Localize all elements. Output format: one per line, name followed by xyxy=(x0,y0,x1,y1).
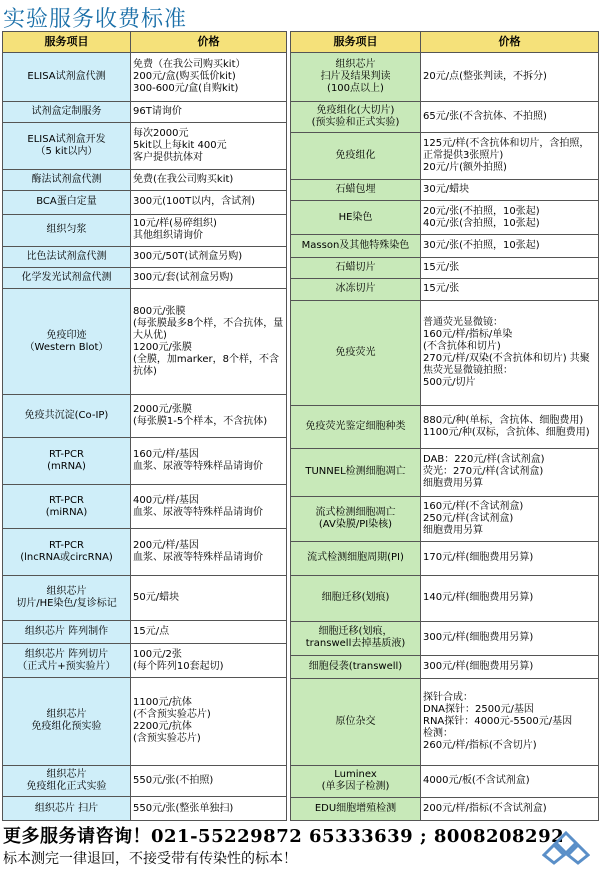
price-cell: 免费(在我公司购买kit) xyxy=(131,169,287,190)
service-cell: RT-PCR (mRNA) xyxy=(3,437,131,484)
service-cell: 比色法试剂盒代测 xyxy=(3,246,131,267)
table-row xyxy=(291,53,599,102)
price-cell: 20元/张(不拍照，10张起) 40元/张(含拍照，10张起) xyxy=(421,201,599,235)
table-row xyxy=(291,448,599,497)
service-cell: Masson及其他特殊染色 xyxy=(291,234,421,257)
price-cell: 30元/蜡块 xyxy=(421,179,599,200)
table-row xyxy=(291,797,599,820)
table-row xyxy=(291,234,599,257)
table-row xyxy=(3,123,287,170)
table-row xyxy=(3,620,287,643)
page-title: 实验服务收费标准 xyxy=(3,7,188,32)
service-cell: 组织芯片 扫片及结果判读 (100点以上) xyxy=(291,53,421,102)
price-cell: 15元/张 xyxy=(421,279,599,300)
table-row xyxy=(3,101,287,122)
service-cell: 免疫荧光鉴定细胞种类 xyxy=(291,406,421,448)
notice-line: 标本测完一律退回，不接受带有传染性的标本！ xyxy=(3,851,297,867)
table-row xyxy=(291,765,599,797)
service-cell: 组织芯片 阵列切片 （正式片+预实验片） xyxy=(3,644,131,678)
service-cell: 组织芯片 切片/HE染色/复诊标记 xyxy=(3,576,131,621)
header-service: 服务项目 xyxy=(291,32,421,53)
right-price-table xyxy=(290,31,599,821)
price-cell: DAB：220元/样(含试剂盒) 荧光：270元/样(含试剂盒) 细胞费用另算 xyxy=(421,448,599,497)
table-row xyxy=(291,679,599,766)
price-cell: 170元/样(细胞费用另算) xyxy=(421,541,599,575)
price-cell: 160元/样(不含试剂盒) 250元/样(含试剂盒) 细胞费用另算 xyxy=(421,497,599,541)
table-row xyxy=(291,133,599,180)
service-cell: 免疫共沉淀(Co-IP) xyxy=(3,395,131,438)
price-cell: 96T请询价 xyxy=(131,101,287,122)
table-row xyxy=(291,622,599,656)
price-cell: 每次2000元 5kit以上每kit 400元 客户提供抗体对 xyxy=(131,123,287,170)
price-cell: 探针合成： DNA探针：2500元/基因 RNA探针：4000元-5500元/基因 检测： 260元/样/指标(不含切片) xyxy=(421,679,599,766)
table-row xyxy=(3,267,287,288)
service-cell: 组织芯片 阵列制作 xyxy=(3,620,131,643)
service-cell: 原位杂交 xyxy=(291,679,421,766)
table-header-row xyxy=(291,32,599,53)
price-cell: 300元/样(细胞费用另算) xyxy=(421,655,599,678)
price-cell: 65元/张(不含抗体、不拍照) xyxy=(421,101,599,133)
price-cell: 300元/50T(试剂盒另购) xyxy=(131,246,287,267)
service-cell: 免疫印迹 （Western Blot） xyxy=(3,289,131,395)
service-cell: Luminex (单多因子检测) xyxy=(291,765,421,797)
service-cell: 组织芯片 扫片 xyxy=(3,797,131,821)
table-row xyxy=(291,575,599,622)
table-row xyxy=(291,497,599,541)
diamond-logo-icon xyxy=(542,829,590,865)
service-cell: 化学发光试剂盒代测 xyxy=(3,267,131,288)
price-cell: 15元/张 xyxy=(421,258,599,279)
price-cell: 300元/套(试剂盒另购) xyxy=(131,267,287,288)
service-cell: 试剂盒定制服务 xyxy=(3,101,131,122)
price-cell: 1100元/抗体 (不含预实验芯片) 2200元/抗体 (含预实验芯片) xyxy=(131,678,287,765)
service-cell: BCA蛋白定量 xyxy=(3,191,131,214)
header-service: 服务项目 xyxy=(3,32,131,53)
service-cell: 细胞迁移(划痕) xyxy=(291,575,421,622)
header-price: 价格 xyxy=(421,32,599,53)
price-tables xyxy=(2,31,598,821)
service-cell: 流式检测细胞周期(PI) xyxy=(291,541,421,575)
table-row xyxy=(291,279,599,300)
service-cell: 流式检测细胞凋亡 (AV染膜/PI染核) xyxy=(291,497,421,541)
price-cell: 550元/张(不拍照) xyxy=(131,765,287,797)
price-cell: 15元/点 xyxy=(131,620,287,643)
price-cell: 300元(100T以内，含试剂) xyxy=(131,191,287,214)
price-cell: 100元/2张 (每个阵列10套起切) xyxy=(131,644,287,678)
service-cell: EDU细胞增殖检测 xyxy=(291,797,421,820)
table-row xyxy=(291,541,599,575)
table-row xyxy=(291,406,599,448)
table-row xyxy=(291,258,599,279)
price-cell: 880元/种(单标，含抗体、细胞费用) 1100元/种(双标，含抗体、细胞费用) xyxy=(421,406,599,448)
table-row xyxy=(3,289,287,395)
price-cell: 免费（在我公司购买kit） 200元/盒(购买低价kit) 300-600元/盒(自购kit) xyxy=(131,53,287,102)
price-cell: 2000元/张膜 (每张膜1-5个样本，不含抗体) xyxy=(131,395,287,438)
table-row xyxy=(3,169,287,190)
table-row xyxy=(3,191,287,214)
service-cell: RT-PCR (miRNA) xyxy=(3,484,131,529)
price-cell: 普通荧光显微镜： 160元/样/指标/单染 (不含抗体和切片) 270元/样/双染(不含抗体和切片) 共聚焦荧光显微镜拍照： 500元/切片 xyxy=(421,300,599,406)
service-cell: 组织芯片 免疫组化正式实验 xyxy=(3,765,131,797)
table-row xyxy=(291,179,599,200)
price-cell: 300元/样(细胞费用另算) xyxy=(421,622,599,656)
price-cell: 550元/张(整张单独扫) xyxy=(131,797,287,821)
service-cell: 免疫荧光 xyxy=(291,300,421,406)
service-cell: ELISA试剂盒代测 xyxy=(3,53,131,102)
service-cell: 石蜡包埋 xyxy=(291,179,421,200)
table-row xyxy=(3,214,287,246)
table-row xyxy=(291,300,599,406)
table-row xyxy=(3,576,287,621)
table-header-row xyxy=(3,32,287,53)
service-cell: 冰冻切片 xyxy=(291,279,421,300)
table-row xyxy=(3,797,287,821)
table-row xyxy=(291,655,599,678)
contact-line: 更多服务请咨询！021-55229872 65333639 ; 8008208292 xyxy=(3,826,565,847)
service-cell: 石蜡切片 xyxy=(291,258,421,279)
price-cell: 10元/样(易碎组织) 其他组织请询价 xyxy=(131,214,287,246)
table-row xyxy=(291,101,599,133)
price-cell: 160元/样/基因 血浆、尿液等特殊样品请询价 xyxy=(131,437,287,484)
price-cell: 200元/样/指标(不含试剂盒) xyxy=(421,797,599,820)
price-cell: 125元/样(不含抗体和切片，含拍照，正常提供3张照片) 20元/片(额外拍照) xyxy=(421,133,599,180)
service-cell: 酶法试剂盒代测 xyxy=(3,169,131,190)
price-cell: 4000元/板(不含试剂盒) xyxy=(421,765,599,797)
table-row xyxy=(3,246,287,267)
table-row xyxy=(3,529,287,576)
header-price: 价格 xyxy=(131,32,287,53)
table-row xyxy=(3,484,287,529)
service-cell: 免疫组化(大切片) (预实验和正式实验) xyxy=(291,101,421,133)
price-cell: 140元/样(细胞费用另算) xyxy=(421,575,599,622)
service-cell: 组织匀浆 xyxy=(3,214,131,246)
table-row xyxy=(3,765,287,797)
service-cell: RT-PCR (lncRNA或circRNA) xyxy=(3,529,131,576)
table-row xyxy=(3,395,287,438)
service-cell: TUNNEL检测细胞凋亡 xyxy=(291,448,421,497)
service-cell: 细胞侵袭(transwell) xyxy=(291,655,421,678)
price-cell: 20元/点(整张判读，不拆分) xyxy=(421,53,599,102)
left-price-table xyxy=(2,31,287,821)
price-cell: 200元/样/基因 血浆、尿液等特殊样品请询价 xyxy=(131,529,287,576)
service-cell: ELISA试剂盒开发 （5 kit以内） xyxy=(3,123,131,170)
service-cell: 免疫组化 xyxy=(291,133,421,180)
price-cell: 50元/蜡块 xyxy=(131,576,287,621)
service-cell: 细胞迁移(划痕， transwell去掉基质液) xyxy=(291,622,421,656)
price-cell: 800元/张膜 (每张膜最多8个样，不合抗体，量大从优) 1200元/张膜 (全膜，加marker，8个样，不含抗体) xyxy=(131,289,287,395)
table-row xyxy=(3,644,287,678)
service-cell: HE染色 xyxy=(291,201,421,235)
table-row xyxy=(291,201,599,235)
service-cell: 组织芯片 免疫组化预实验 xyxy=(3,678,131,765)
table-row xyxy=(3,53,287,102)
table-row xyxy=(3,437,287,484)
price-cell: 30元/张(不拍照，10张起) xyxy=(421,234,599,257)
table-row xyxy=(3,678,287,765)
price-cell: 400元/样/基因 血浆、尿液等特殊样品请询价 xyxy=(131,484,287,529)
